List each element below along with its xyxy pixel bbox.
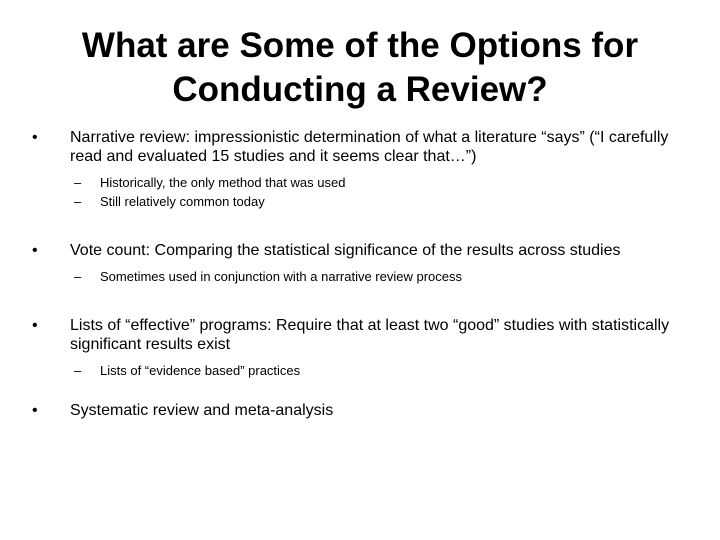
slide-title bbox=[36, 24, 684, 112]
bullet-text: Vote count: Comparing the statistical significance of the results across studies bbox=[70, 242, 621, 259]
bullet-icon: • bbox=[32, 242, 38, 259]
bullet-icon: • bbox=[32, 129, 38, 146]
dash-icon: – bbox=[74, 363, 82, 378]
bullet-item-systematic-review bbox=[32, 401, 692, 420]
dash-icon: – bbox=[74, 269, 82, 284]
bullet-item-effective-programs bbox=[32, 316, 692, 354]
dash-icon: – bbox=[74, 175, 82, 190]
bullet-item-narrative-review bbox=[32, 128, 692, 166]
bullet-item-vote-count bbox=[32, 241, 692, 260]
sub-bullet-text: Historically, the only method that was used bbox=[100, 175, 346, 190]
sub-bullet-item bbox=[32, 192, 692, 211]
bullet-text: Lists of “effective” programs: Require that at least two “good” studies with statistically significant results exist bbox=[70, 317, 670, 353]
sub-bullet-item bbox=[32, 267, 692, 286]
bullet-icon: • bbox=[32, 402, 38, 419]
title-line-1: What are Some of the Options for bbox=[81, 26, 639, 65]
title-line-2: Conducting a Review? bbox=[172, 70, 548, 109]
sub-bullet-text: Lists of “evidence based” practices bbox=[100, 363, 301, 378]
bullet-icon: • bbox=[32, 317, 38, 334]
bullet-list bbox=[32, 128, 692, 420]
bullet-text: Systematic review and meta-analysis bbox=[70, 402, 334, 419]
sub-bullet-text: Still relatively common today bbox=[100, 194, 265, 209]
dash-icon: – bbox=[74, 194, 82, 209]
sub-bullet-item bbox=[32, 173, 692, 192]
bullet-text: Narrative review: impressionistic determination of what a literature “says” (“I carefully read and evaluated 15 studies and it seems clear that…”) bbox=[70, 129, 669, 165]
sub-bullet-text: Sometimes used in conjunction with a narrative review process bbox=[100, 269, 463, 284]
sub-bullet-item bbox=[32, 361, 692, 380]
